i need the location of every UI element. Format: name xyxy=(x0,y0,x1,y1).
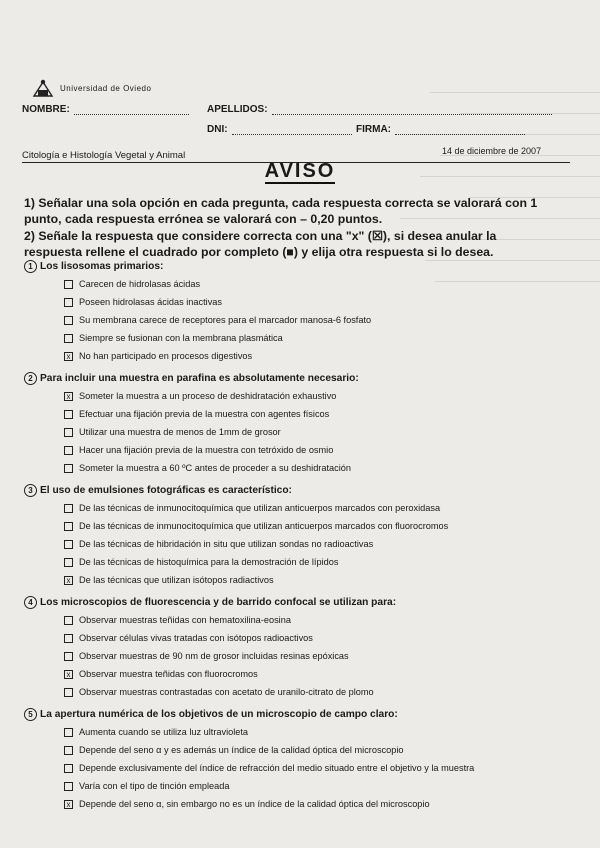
checkbox[interactable] xyxy=(64,634,73,643)
option-text: De las técnicas de inmunocitoquímica que utilizan anticuerpos marcados con fluorocromos xyxy=(79,521,449,531)
checkbox[interactable] xyxy=(64,446,73,455)
answer-option[interactable] xyxy=(24,665,564,683)
apellidos-line xyxy=(272,104,552,115)
nombre-line xyxy=(74,104,189,115)
firma-line xyxy=(395,124,525,135)
title-text: AVISO xyxy=(264,160,336,182)
dni-label: DNI: xyxy=(207,124,228,135)
checkbox-checked[interactable]: x xyxy=(64,392,73,401)
dni-line xyxy=(232,124,352,135)
page-title xyxy=(0,160,600,183)
firma-label: FIRMA: xyxy=(356,124,391,135)
option-text: Observar muestras de 90 nm de grosor incluidas resinas epóxicas xyxy=(79,651,349,661)
option-text: Efectuar una fijación previa de la muestra con agentes físicos xyxy=(79,409,330,419)
answer-option[interactable] xyxy=(24,423,564,441)
answer-option[interactable] xyxy=(24,311,564,329)
option-text: De las técnicas de hibridación in situ que utilizan sondas no radioactivas xyxy=(79,539,374,549)
answer-option[interactable] xyxy=(24,553,564,571)
option-text: Observar células vivas tratadas con isótopos radioactivos xyxy=(79,633,313,643)
checkbox[interactable] xyxy=(64,540,73,549)
checkbox[interactable] xyxy=(64,316,73,325)
subject-name: Citología e Histología Vegetal y Animal xyxy=(22,150,186,161)
option-text: Depende exclusivamente del índice de refracción del medio situado entre el objetivo y la muestra xyxy=(79,763,475,773)
answer-option[interactable] xyxy=(24,405,564,423)
option-text: No han participado en procesos digestivos xyxy=(79,351,253,361)
apellidos-label: APELLIDOS: xyxy=(207,104,268,115)
question-number: 4 xyxy=(24,596,37,609)
option-text: Observar muestras teñidas con hematoxilina-eosina xyxy=(79,615,291,625)
option-text: De las técnicas que utilizan isótopos radiactivos xyxy=(79,575,274,585)
question-1 xyxy=(24,258,564,365)
dni-field[interactable] xyxy=(207,124,352,135)
apellidos-field[interactable] xyxy=(207,104,552,115)
checkbox[interactable] xyxy=(64,652,73,661)
checkbox[interactable] xyxy=(64,334,73,343)
checkbox[interactable] xyxy=(64,616,73,625)
question-3 xyxy=(24,482,564,589)
answer-option[interactable] xyxy=(24,441,564,459)
question-4 xyxy=(24,594,564,701)
option-text: Su membrana carece de receptores para el marcador manosa-6 fosfato xyxy=(79,315,372,325)
university-name: Universidad de Oviedo xyxy=(60,83,152,93)
answer-option[interactable] xyxy=(24,611,564,629)
question-list xyxy=(24,258,564,818)
option-text: Siempre se fusionan con la membrana plasmática xyxy=(79,333,283,343)
question-number: 3 xyxy=(24,484,37,497)
question-text: El uso de emulsiones fotográficas es característico: xyxy=(40,485,292,496)
answer-option[interactable] xyxy=(24,293,564,311)
option-text: Utilizar una muestra de menos de 1mm de grosor xyxy=(79,427,281,437)
answer-option[interactable] xyxy=(24,683,564,701)
checkbox[interactable] xyxy=(64,782,73,791)
option-text: De las técnicas de histoquímica para la demostración de lípidos xyxy=(79,557,339,567)
checkbox-checked[interactable]: x xyxy=(64,800,73,809)
question-number: 1 xyxy=(24,260,37,273)
checkbox[interactable] xyxy=(64,764,73,773)
answer-option[interactable] xyxy=(24,777,564,795)
answer-option[interactable] xyxy=(24,647,564,665)
option-text: Varía con el tipo de tinción empleada xyxy=(79,781,230,791)
option-text: De las técnicas de inmunocitoquímica que utilizan anticuerpos marcados con peroxidasa xyxy=(79,503,441,513)
answer-option[interactable] xyxy=(24,329,564,347)
checkbox[interactable] xyxy=(64,464,73,473)
nombre-label: NOMBRE: xyxy=(22,104,70,115)
option-text: Someter la muestra a 60 ºC antes de proceder a su deshidratación xyxy=(79,463,351,473)
answer-option[interactable] xyxy=(24,795,564,813)
option-text: Depende del seno α, sin embargo no es un índice de la calidad óptica del microscopio xyxy=(79,799,430,809)
answer-option[interactable] xyxy=(24,517,564,535)
option-text: Carecen de hidrolasas ácidas xyxy=(79,279,201,289)
answer-option[interactable] xyxy=(24,759,564,777)
checkbox[interactable] xyxy=(64,558,73,567)
option-text: Aumenta cuando se utiliza luz ultravioleta xyxy=(79,727,249,737)
university-crest-icon xyxy=(32,78,54,98)
checkbox[interactable] xyxy=(64,298,73,307)
answer-option[interactable] xyxy=(24,387,564,405)
checkbox-checked[interactable]: x xyxy=(64,576,73,585)
question-text: Los microscopios de fluorescencia y de barrido confocal se utilizan para: xyxy=(40,597,397,608)
answer-option[interactable] xyxy=(24,571,564,589)
checkbox-checked[interactable]: x xyxy=(64,670,73,679)
answer-option[interactable] xyxy=(24,629,564,647)
answer-option[interactable] xyxy=(24,723,564,741)
option-text: Depende del seno α y es además un índice de la calidad óptica del microscopio xyxy=(79,745,404,755)
option-text: Poseen hidrolasas ácidas inactivas xyxy=(79,297,222,307)
checkbox-checked[interactable]: x xyxy=(64,352,73,361)
checkbox[interactable] xyxy=(64,728,73,737)
question-text: La apertura numérica de los objetivos de un microscopio de campo claro: xyxy=(40,709,398,720)
checkbox[interactable] xyxy=(64,428,73,437)
exam-date: 14 de diciembre de 2007 xyxy=(442,146,542,156)
checkbox[interactable] xyxy=(64,746,73,755)
firma-field[interactable] xyxy=(356,124,525,135)
checkbox[interactable] xyxy=(64,280,73,289)
question-2 xyxy=(24,370,564,477)
option-text: Hacer una fijación previa de la muestra con tetróxido de osmio xyxy=(79,445,334,455)
answer-option[interactable] xyxy=(24,459,564,477)
answer-option[interactable] xyxy=(24,741,564,759)
question-text: Para incluir una muestra en parafina es absolutamente necesario: xyxy=(40,373,359,384)
nombre-field[interactable] xyxy=(22,104,189,115)
checkbox[interactable] xyxy=(64,504,73,513)
instruction-1: 1) Señalar una sola opción en cada pregunta, cada respuesta correcta se valorará con 1 punto, cada respuesta errónea se valorará con – 0,20 puntos. xyxy=(24,196,538,226)
option-text: Someter la muestra a un proceso de deshidratación exhaustivo xyxy=(79,391,337,401)
option-text: Observar muestras contrastadas con acetato de uranilo-citrato de plomo xyxy=(79,687,374,697)
instructions xyxy=(24,196,554,262)
question-5 xyxy=(24,706,564,813)
university-logo xyxy=(32,78,151,98)
answer-option[interactable] xyxy=(24,535,564,553)
instruction-2: 2) Señale la respuesta que considere correcta con una "x" (☒), si desea anular la respuesta rellene el cuadrado por completo (■) y elija otra respuesta si lo desea. xyxy=(24,229,497,259)
checkbox[interactable] xyxy=(64,522,73,531)
checkbox[interactable] xyxy=(64,410,73,419)
answer-option[interactable] xyxy=(24,275,564,293)
option-text: Observar muestra teñidas con fluorocromos xyxy=(79,669,258,679)
checkbox[interactable] xyxy=(64,688,73,697)
answer-option[interactable] xyxy=(24,347,564,365)
question-number: 2 xyxy=(24,372,37,385)
answer-option[interactable] xyxy=(24,499,564,517)
question-text: Los lisosomas primarios: xyxy=(40,261,164,272)
question-number: 5 xyxy=(24,708,37,721)
